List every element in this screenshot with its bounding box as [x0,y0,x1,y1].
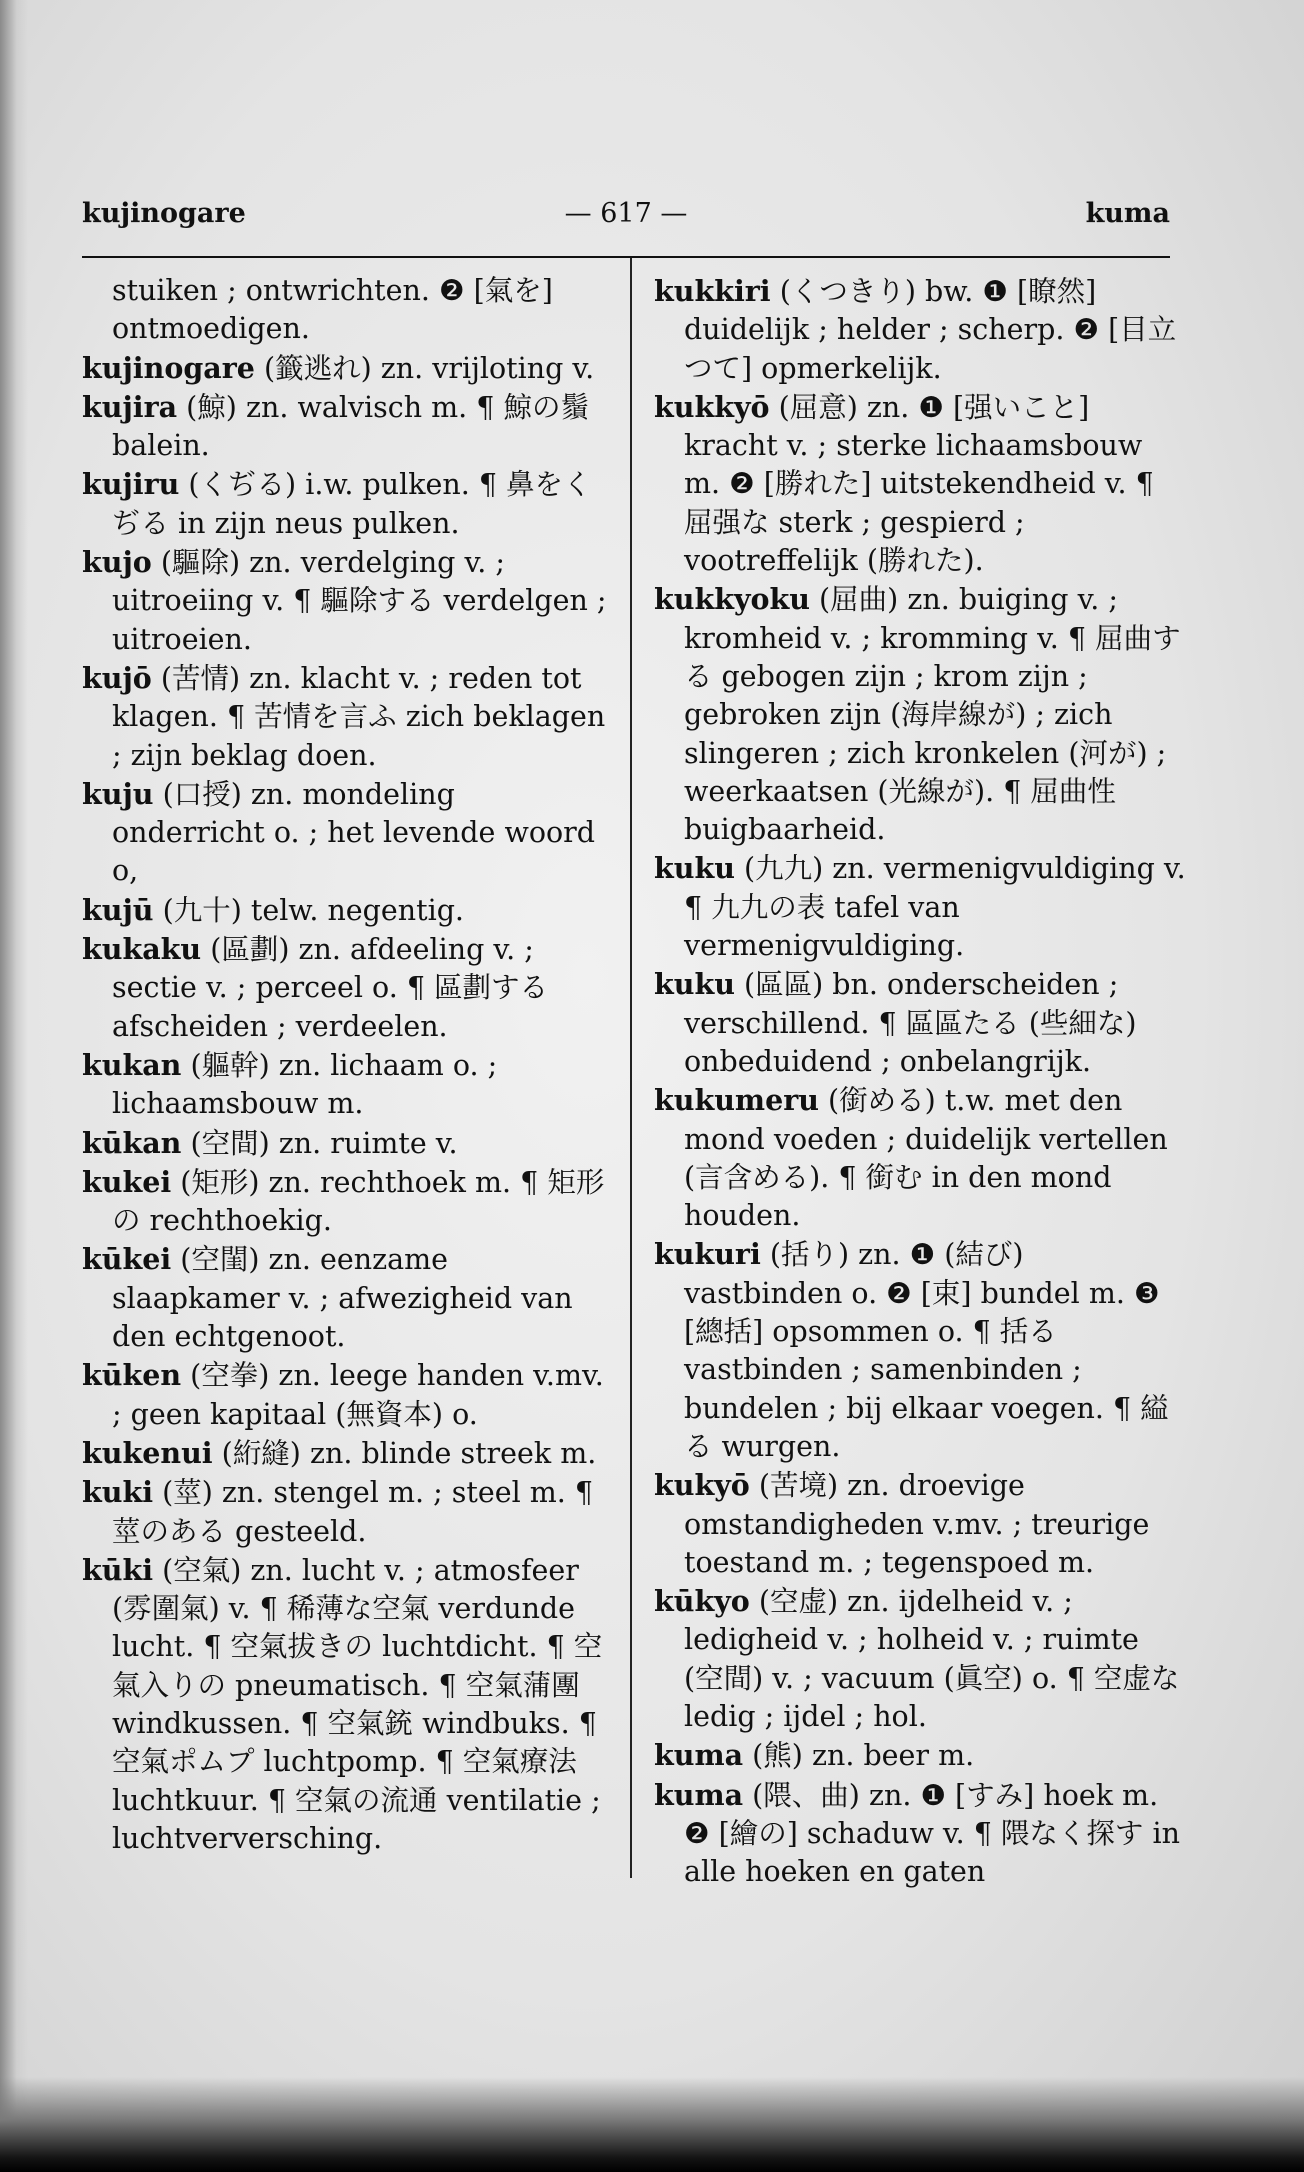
entry-headword: kukan [82,1047,182,1082]
entry-headword: kukenui [82,1435,213,1470]
entry-definition: (くつきり) bw. ❶ [瞭然] duidelijk ; helder ; scherp. ❷ [目立つて] opmerkelijk. [684,275,1177,385]
dictionary-entry [654,1582,1186,1736]
entry-headword: kūkyo [654,1584,750,1619]
entry-definition: (空閨) zn. eenzame slaapkamer v. ; afwezigheid van den echtgenoot. [112,1243,573,1354]
entry-definition: (くぢる) i.w. pulken. ¶ 鼻をくぢる in zijn neus pulken. [112,468,592,540]
entry-headword: kuju [82,776,154,811]
column-divider [630,258,632,1878]
dictionary-entry [82,659,608,775]
left-running-head: kujinogare [82,198,246,229]
entry-headword: kuku [654,967,735,1002]
entry-definition: (空拳) zn. leege handen v.mv. ; geen kapitaal (無資本) o. [112,1359,604,1431]
entry-definition: (驅除) zn. verdelging v. ; uitroeiing v. ¶ 驅除する verdelgen ; uitroeien. [112,546,607,656]
entry-definition: (九九) zn. vermenigvuldiging v. ¶ 九九の表 tafel van vermenigvuldiging. [684,852,1186,963]
entry-definition: (區劃) zn. afdeeling v. ; sectie v. ; perceel o. ¶ 區劃する afscheiden ; verdeelen. [112,933,549,1043]
dictionary-entry [654,272,1186,388]
entry-definition: (九十) telw. negentig. [153,893,464,927]
entry-headword: kujū [82,892,154,927]
entry-definition: (軀幹) zn. lichaam o. ; lichaamsbouw m. [112,1048,498,1121]
dictionary-entry [654,849,1186,965]
dictionary-entry [654,1235,1186,1466]
dictionary-entry [654,1081,1186,1235]
dictionary-entry [82,930,608,1046]
entry-headword: kūkan [82,1125,182,1160]
right-running-head: kuma [1085,198,1170,229]
dictionary-entry [82,1046,608,1124]
dictionary-entry [82,388,608,466]
dictionary-entry [82,1551,608,1858]
right-column [654,272,1186,1891]
entry-headword: kujo [82,545,152,580]
entry-headword: kujira [82,389,178,424]
page-number: — 617 — [564,198,688,229]
entry-definition: (莖) zn. stengel m. ; steel m. ¶ 莖のある gesteeld. [112,1476,594,1548]
entry-definition: (銜める) t.w. met den mond voeden ; duidelijk vertellen (言含める). ¶ 銜む in den mond houden. [684,1084,1168,1233]
dictionary-entry [82,465,608,543]
entry-definition: (屈曲) zn. buiging v. ; kromheid v. ; kromming v. ¶ 屈曲する gebogen zijn ; krom zijn ; gebroken zijn (海岸線が) ; zich slingeren ; zich kronkelen (河が) ; weerkaatsen (光線が). ¶ 屈曲性 buigbaarheid. [684,583,1181,847]
entry-definition: (空氣) zn. lucht v. ; atmosfeer (雰圍氣) v. ¶ 稀薄な空氣 verdunde lucht. ¶ 空氣拔きの luchtdicht. ¶ 空氣入りの pneumatisch. ¶ 空氣蒲團 windkussen. ¶ 空氣銃 windbuks. ¶ 空氣ポムプ luchtpomp. ¶ 空氣療法 luchtkuur. ¶ 空氣の流通 ventilatie ; luchtverversching. [112,1553,603,1855]
entry-definition: (區區) bn. onderscheiden ; verschillend. ¶ 區區たる (些細な) onbeduidend ; onbelangrijk. [684,968,1137,1078]
dictionary-entry [82,1163,608,1241]
header-rule [82,256,1170,258]
dictionary-entry [654,1736,1186,1775]
dictionary-entry [82,891,608,930]
dictionary-entry [82,1434,608,1473]
entry-definition: (口授) zn. mondeling onderricht o. ; het levende woord o, [112,777,596,888]
entry-headword: kukei [82,1164,172,1199]
left-column [82,272,608,1858]
entry-headword: kukyō [654,1468,750,1503]
dictionary-entry [82,1473,608,1551]
entry-headword: kūkei [82,1242,172,1277]
entry-headword: kukkyoku [654,582,810,617]
entry-headword: kuma [654,1738,744,1773]
entry-headword: kukkyō [654,389,770,424]
entry-headword: kujō [82,660,152,695]
entry-headword: kukuri [654,1237,761,1272]
entry-definition: (隈、曲) zn. ❶ [すみ] hoek m. ❷ [繪の] schaduw v. ¶ 隈なく探す in alle hoeken en gaten [684,1778,1180,1889]
dictionary-entry [654,1776,1186,1892]
entry-headword: kukaku [82,932,202,967]
entry-definition: (屈意) zn. ❶ [强いこと] kracht v. ; sterke lichaamsbouw m. ❷ [勝れた] uitstekendheid v. ¶ 屈强な sterk ; gespierd ; vootreffelijk (勝れた). [684,390,1154,578]
page-header [82,198,1170,246]
dictionary-entry [82,1356,608,1434]
dictionary-entry [82,349,608,388]
entry-headword: kukumeru [654,1083,819,1118]
dictionary-entry [654,388,1186,580]
dictionary-entry [654,1466,1186,1582]
entry-headword: kuma [654,1777,744,1812]
entry-definition: (苦情) zn. klacht v. ; reden tot klagen. ¶ 苦情を言ふ zich beklagen ; zijn beklag doen. [112,661,606,772]
entry-definition: (鯨) zn. walvisch m. ¶ 鯨の鬚 balein. [112,390,589,463]
entry-headword: kukkiri [654,274,771,308]
entry-headword: kujiru [82,467,180,502]
entry-continuation: stuiken ; ontwrichten. ❷ [氣を] ontmoedigen. [112,274,553,346]
entry-definition: (括り) zn. ❶ (結び) vastbinden o. ❷ [束] bundel m. ❸ [總括] opsommen o. ¶ 括る vastbinden ; samenbinden ; bundelen ; bij elkaar voegen. ¶ 縊る wurgen. [684,1238,1169,1463]
entry-headword: kūken [82,1358,182,1393]
dictionary-entry [82,543,608,659]
entry-headword: kuki [82,1475,154,1510]
entry-headword: kūki [82,1552,154,1587]
entry-definition: (空虚) zn. ijdelheid v. ; ledigheid v. ; holheid v. ; ruimte (空間) v. ; vacuum (眞空) o. ¶ 空虚な ledig ; ijdel ; hol. [684,1585,1180,1733]
entry-definition: (矩形) zn. rechthoek m. ¶ 矩形の rechthoekig. [112,1165,605,1238]
entry-definition: (空間) zn. ruimte v. [181,1126,458,1160]
dictionary-entry [82,775,608,891]
dictionary-entry [82,1124,608,1163]
page-left-shadow [0,0,28,2172]
entry-definition: (籤逃れ) zn. vrijloting v. [254,351,595,385]
entry-headword: kujinogare [82,350,255,385]
dictionary-entry [654,580,1186,849]
entry-definition: (絎縫) zn. blinde streek m. [212,1436,597,1470]
entry-headword: kuku [654,851,735,886]
dictionary-entry [82,1240,608,1356]
entry-definition: (熊) zn. beer m. [743,1739,975,1773]
dictionary-entry [654,965,1186,1081]
entry-definition: (苦境) zn. droevige omstandigheden v.mv. ; treurige toestand m. ; tegenspoed m. [684,1469,1150,1579]
page-bottom-shadow [0,2077,1304,2172]
